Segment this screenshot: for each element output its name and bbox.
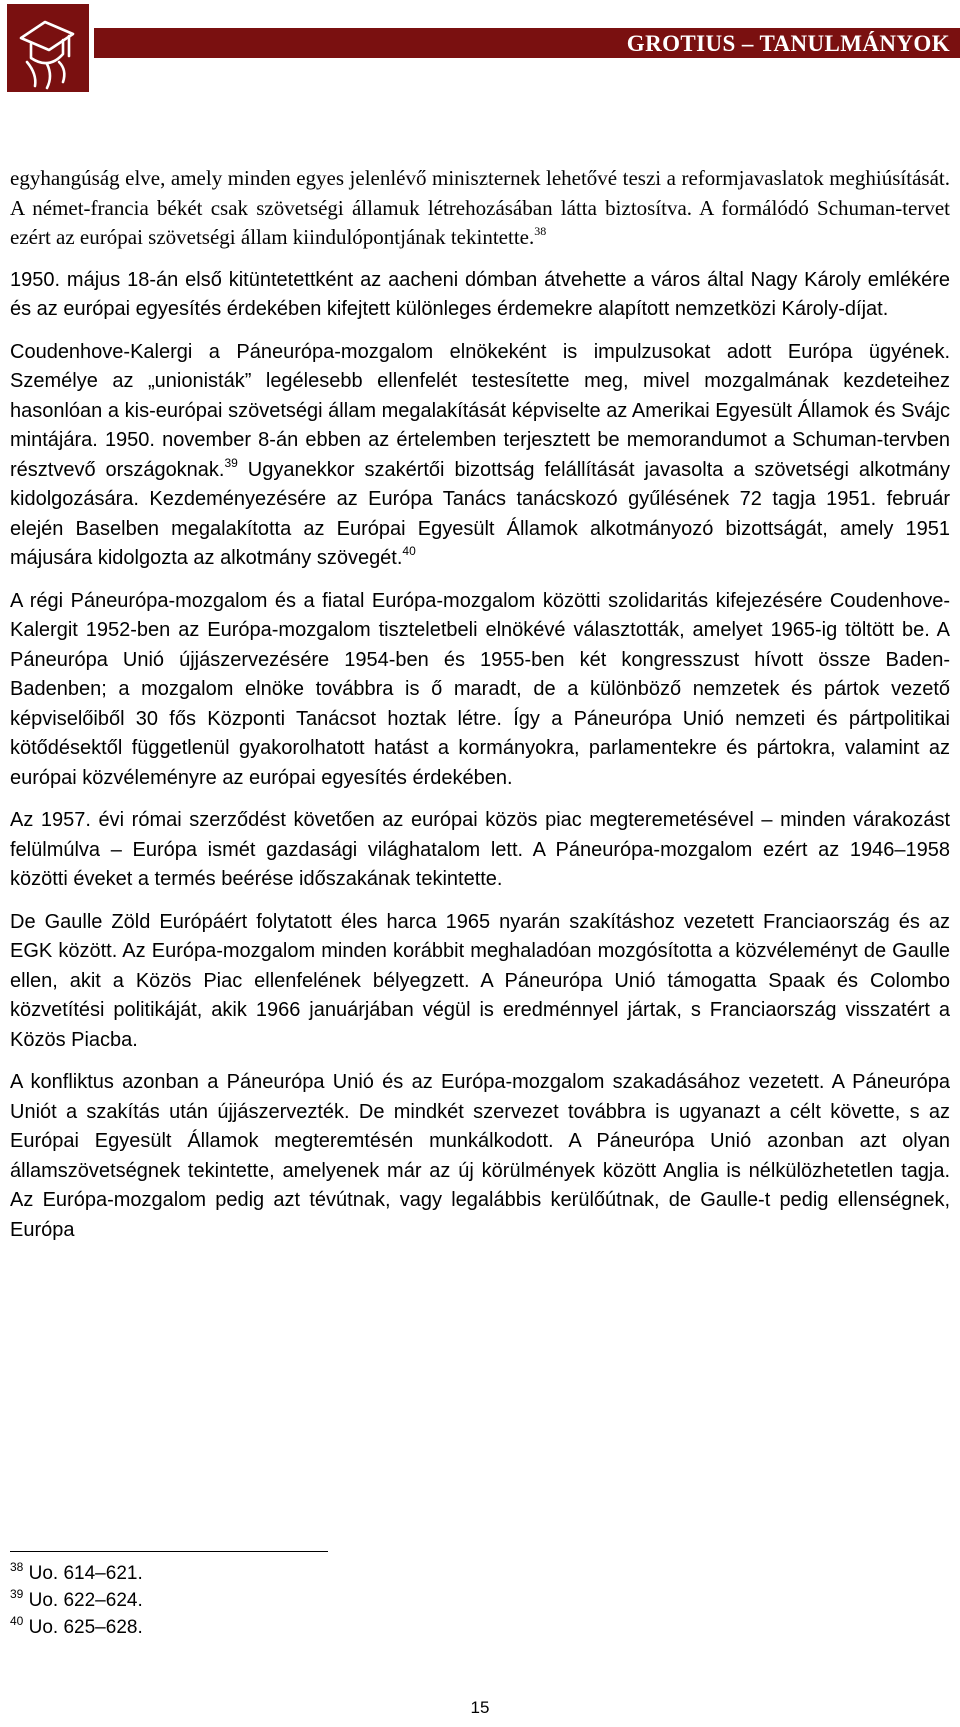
paragraph-text: 1950. május 18-án első kitüntetettként az aacheni dómban átvehette a város által Nagy Károly emlékére és az európai egyesítés érdekében kifejtett különleges érdemekre alapított nemzetközi Károly-díjat. <box>10 268 950 320</box>
footnote-text: Uo. 614–621. <box>23 1563 143 1584</box>
footnote-reference[interactable]: 40 <box>402 544 416 558</box>
paragraph <box>10 1068 950 1245</box>
paragraph-text: Ugyanekkor szakértői bizottság felállítását javasolta a szövetségi alkotmány kidolgozására. Kezdeményezésére az Európa Tanács tanácskozó gyűlésének 72 tagja 1951. február elején Baselben megalakította az Európai Egyesült Államok alkotmányozó bizottságát, amely 1951 májusára kidolgozta az alkotmány szövegét. <box>10 458 950 569</box>
footnote-number: 39 <box>10 1587 24 1601</box>
article-body <box>10 164 950 1258</box>
paragraph-text: De Gaulle Zöld Európáért folytatott éles harca 1965 nyarán szakításhoz vezetett Franciaország és az EGK között. Az Európa-mozgalom minden korábbit meghaladóan mozgósította a közvéleményt de Gaulle ellen, akit a Közös Piac ellenfelének bélyegzett. A Páneurópa Unió támogatta Spaak és Colombo közvetítési politikáját, akik 1966 januárjában végül is eredménnyel jártak, s Franciaország visszatért a Közös Piacba. <box>10 910 950 1051</box>
footnote-text: Uo. 622–624. <box>23 1590 143 1611</box>
paragraph <box>10 908 950 1056</box>
paragraph <box>10 338 950 574</box>
paragraph-text: Coudenhove-Kalergi a Páneurópa-mozgalom elnökeként is impulzusokat adott Európa ügyének. Személye az „unionisták” legélesebb ellenfelét testesítette meg, mivel mozgalmának kezdeteihez hasonlóan a kis-európai szövetségi állam megalakítását képviselte az Amerikai Egyesült Államok és Svájc mintájára. 1950. november 8-án ebben az értelemben terjesztett be memorandumot a Schuman-tervben résztvevő országoknak. <box>10 340 950 481</box>
logo <box>7 4 89 92</box>
paragraph <box>10 587 950 794</box>
footnote-text: Uo. 625–628. <box>23 1617 143 1638</box>
header-banner <box>94 28 960 58</box>
footnote-reference[interactable]: 38 <box>534 224 547 238</box>
footnote-reference[interactable]: 39 <box>224 455 238 470</box>
footnote-number: 38 <box>10 1560 24 1574</box>
logo-emblem-icon <box>7 4 89 92</box>
paragraph-text: A régi Páneurópa-mozgalom és a fiatal Európa-mozgalom közötti szolidaritás kifejezésére Coudenhove-Kalergit 1952-ben az Európa-mozgalom tiszteletbeli elnökévé választották, amelyet 1965-ig töltött be. A Páneurópa Unió újjászervezésére 1954-ben és 1955-ben két kongresszust hívott össze Baden-Badenben; a mozgalom elnöke továbbra is ő maradt, de a különböző nemzetek és pártok vezető képviselőiből 30 fős Központi Tanácsot hoztak létre. Így a Páneurópa Unió nemzeti és pártpolitikai kötődésektől függetlenül gyakorolhatott hatást a kormányokra, parlamentekre és pártokra, valamint az európai közvéleményre az európai egyesítés érdekében. <box>10 589 950 789</box>
footnotes <box>10 1560 143 1641</box>
paragraph-text: A konfliktus azonban a Páneurópa Unió és az Európa-mozgalom szakadásához vezetett. A Páneurópa Uniót a szakítás után újjászervezték. De mindkét szervezet továbbra is ugyanazt a célt követte, s az Európai Egyesült Államok megteremtésén munkálkodott. A Páneurópa Unió azonban azt olyan államszövetségnek tekintette, amelyenek már az új körülmények között Anglia is nélkülözhetetlen tagja. Az Európa-mozgalom pedig azt tévútnak, vagy legalábbis kerülőútnak, de Gaulle-t pedig ellenségnek, Európa <box>10 1071 950 1241</box>
footnote <box>10 1560 143 1587</box>
page-header <box>0 0 960 96</box>
footnote <box>10 1614 143 1641</box>
footnote-divider <box>10 1551 328 1552</box>
paragraph-text: Az 1957. évi római szerződést követően az európai közös piac megteremetésével – minden várakozást felülmúlva – Európa ismét gazdasági világhatalom lett. A Páneurópa-mozgalom ezért az 1946–1958 közötti éveket a termés beérése időszakának tekintette. <box>10 809 950 890</box>
journal-title: GROTIUS – TANULMÁNYOK <box>626 31 950 56</box>
paragraph <box>10 266 950 325</box>
footnote <box>10 1587 143 1614</box>
paragraph <box>10 164 950 253</box>
footnote-number: 40 <box>10 1614 24 1628</box>
page-number: 15 <box>470 1698 490 1717</box>
paragraph <box>10 806 950 895</box>
paragraph-text: egyhangúság elve, amely minden egyes jelenlévő miniszternek lehetővé teszi a reformjavaslatok meghiúsítását. A német-francia békét csak szövetségi államuk létrehozásában látta biztosítva. A formálódó Schuman-tervet ezért az európai szövetségi állam kiindulópontjának tekintette. <box>10 166 950 249</box>
